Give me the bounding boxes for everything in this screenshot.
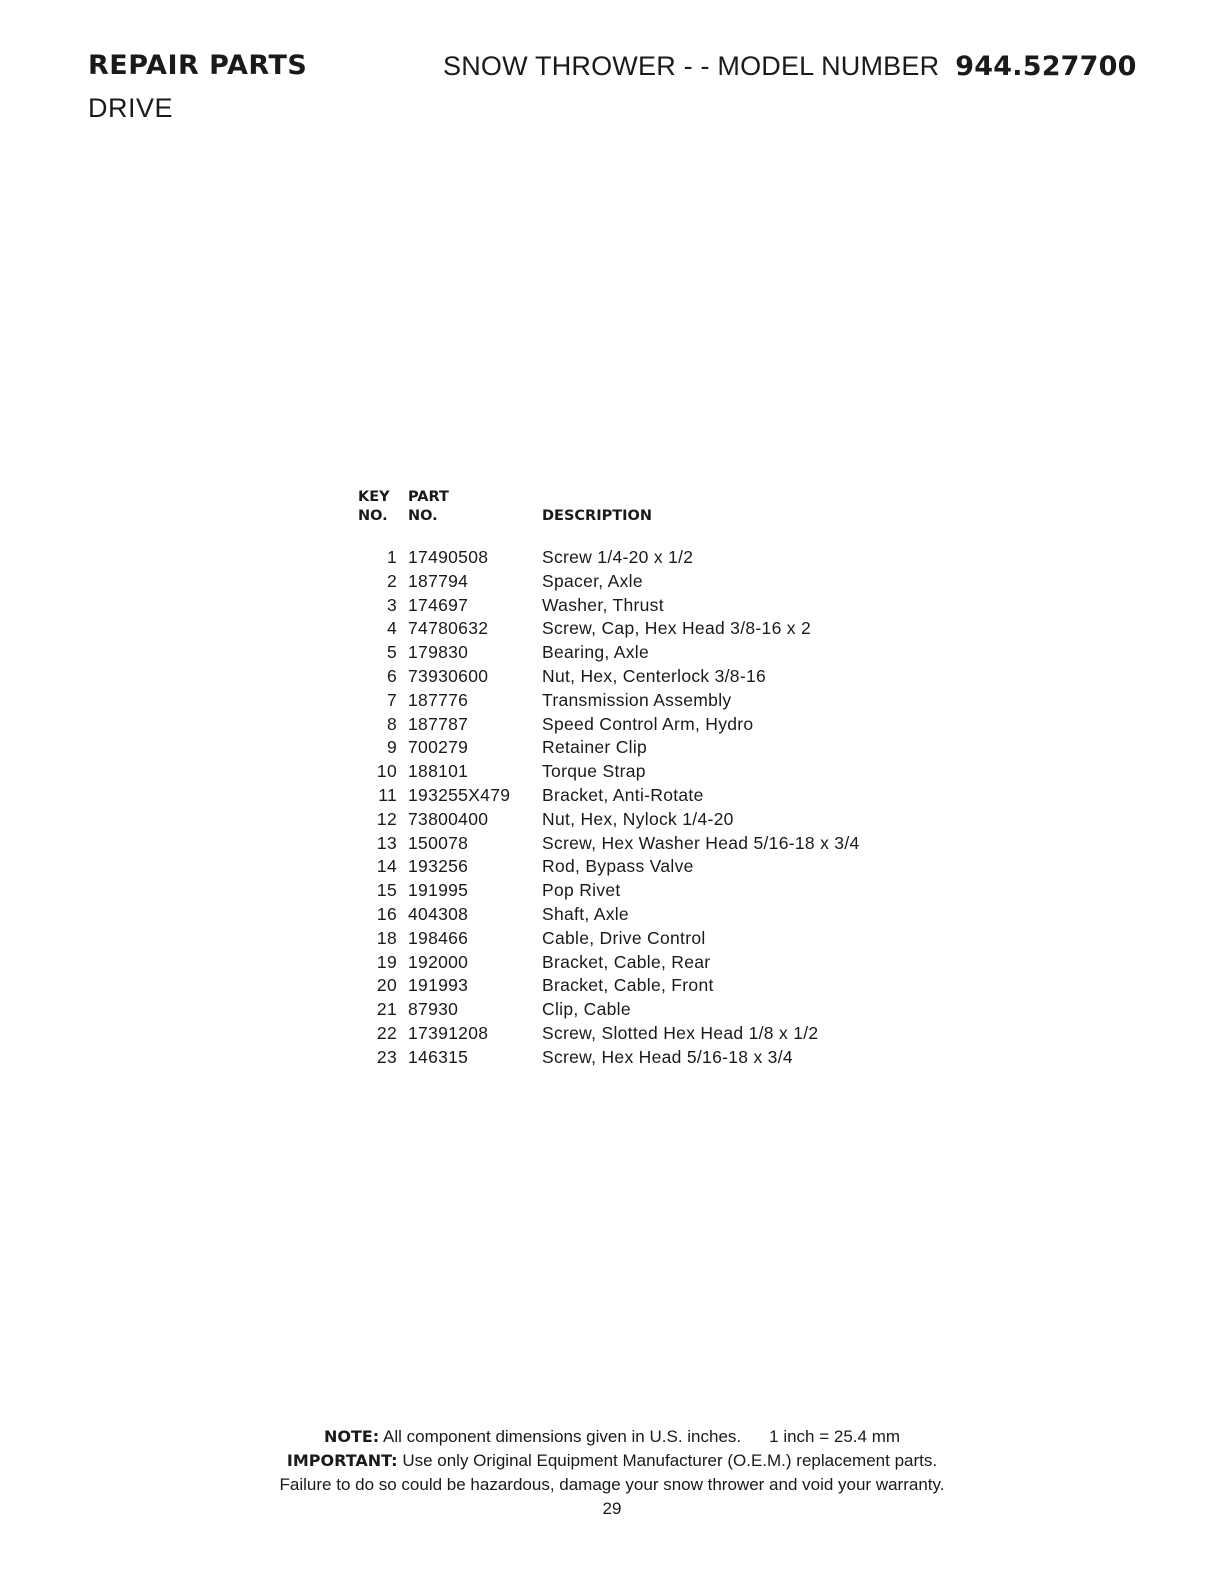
- description-cell: Screw, Cap, Hex Head 3/8-16 x 2: [542, 618, 812, 639]
- description-cell: Screw 1/4-20 x 1/2: [542, 547, 694, 567]
- description-cell: Cable, Drive Control: [542, 927, 706, 948]
- table-row: [358, 927, 860, 951]
- table-row: [358, 1046, 860, 1070]
- parts-table-header: [358, 488, 860, 546]
- table-row: [358, 855, 860, 879]
- parts-table-body: [358, 546, 860, 1070]
- part-no-cell: 192000: [408, 951, 469, 972]
- part-no-cell: 188101: [408, 761, 469, 782]
- part-no-cell: 17391208: [408, 1022, 489, 1043]
- conversion-text: 1 inch = 25.4 mm: [769, 1427, 901, 1446]
- description-cell: Washer, Thrust: [542, 594, 664, 615]
- part-no-cell: 193256: [408, 856, 469, 877]
- part-no-cell: 191993: [408, 975, 469, 996]
- part-no-cell: 191995: [408, 880, 469, 901]
- model-number: 944.527700: [955, 51, 1137, 82]
- table-row: [358, 1022, 860, 1046]
- part-no-cell: 174697: [408, 594, 469, 615]
- note-label: NOTE:: [323, 1427, 380, 1446]
- section-title: DRIVE: [88, 93, 174, 123]
- table-row: [358, 665, 860, 689]
- table-row: [358, 951, 860, 975]
- part-no-cell: 187787: [408, 713, 469, 734]
- table-row: [358, 641, 860, 665]
- table-row: [358, 546, 860, 570]
- part-no-cell: 73930600: [408, 665, 489, 686]
- footer: [0, 1425, 1224, 1521]
- key-no-cell: 8: [386, 713, 397, 734]
- table-row: [358, 974, 860, 998]
- header-right: [443, 50, 1137, 83]
- key-no-cell: 13: [376, 832, 397, 853]
- table-row: [358, 808, 860, 832]
- part-no-header: [408, 488, 542, 546]
- description-cell: Retainer Clip: [542, 737, 648, 758]
- description-cell: Transmission Assembly: [542, 689, 732, 710]
- description-cell: Speed Control Arm, Hydro: [542, 713, 754, 734]
- key-no-cell: 23: [376, 1046, 397, 1067]
- table-row: [358, 570, 860, 594]
- key-no-cell: 18: [376, 927, 397, 948]
- description-cell: Bearing, Axle: [542, 642, 650, 663]
- part-no-cell: 193255X479: [408, 784, 511, 805]
- key-header-line1: KEY: [358, 489, 390, 505]
- important-text: Use only Original Equipment Manufacturer (O.E.M.) replacement parts.: [402, 1451, 938, 1470]
- part-no-cell: 404308: [408, 903, 469, 924]
- part-no-cell: 700279: [408, 737, 469, 758]
- key-no-cell: 20: [376, 975, 397, 996]
- part-no-cell: 17490508: [408, 547, 489, 567]
- key-no-cell: 22: [376, 1022, 397, 1043]
- description-cell: Screw, Hex Washer Head 5/16-18 x 3/4: [542, 832, 860, 853]
- key-no-cell: 1: [386, 547, 397, 567]
- table-row: [358, 713, 860, 737]
- description-cell: Nut, Hex, Nylock 1/4-20: [542, 808, 734, 829]
- important-line: [0, 1449, 1224, 1473]
- warning-line: Failure to do so could be hazardous, damage your snow thrower and void your warranty.: [279, 1475, 945, 1494]
- description-cell: Pop Rivet: [542, 880, 621, 901]
- part-no-cell: 74780632: [408, 618, 489, 639]
- description-cell: Torque Strap: [542, 761, 646, 782]
- parts-table: [358, 488, 860, 1070]
- table-row: [358, 594, 860, 618]
- key-no-cell: 6: [386, 665, 397, 686]
- part-no-cell: 187794: [408, 570, 469, 591]
- table-row: [358, 998, 860, 1022]
- key-no-cell: 7: [386, 689, 397, 710]
- table-row: [358, 689, 860, 713]
- key-no-cell: 14: [376, 856, 397, 877]
- part-no-cell: 187776: [408, 689, 469, 710]
- key-no-cell: 4: [386, 618, 397, 639]
- page-number: 29: [602, 1499, 622, 1518]
- key-no-cell: 9: [386, 737, 397, 758]
- description-cell: Shaft, Axle: [542, 903, 629, 924]
- key-no-cell: 3: [386, 594, 397, 615]
- part-no-cell: 179830: [408, 642, 469, 663]
- product-title: SNOW THROWER - - MODEL NUMBER: [443, 51, 940, 81]
- key-no-cell: 21: [376, 999, 397, 1020]
- key-no-cell: 15: [376, 880, 397, 901]
- table-row: [358, 736, 860, 760]
- important-label: IMPORTANT:: [286, 1451, 398, 1470]
- note-line: [0, 1425, 1224, 1449]
- key-header-line2: NO.: [358, 508, 388, 524]
- part-no-cell: 150078: [408, 832, 469, 853]
- description-cell: Bracket, Anti-Rotate: [542, 784, 704, 805]
- part-header-line2: NO.: [408, 508, 438, 524]
- key-no-cell: 16: [376, 903, 397, 924]
- description-cell: Spacer, Axle: [542, 570, 643, 591]
- description-cell: Rod, Bypass Valve: [542, 856, 694, 877]
- part-no-cell: 73800400: [408, 808, 489, 829]
- key-no-cell: 2: [386, 570, 397, 591]
- description-cell: Screw, Hex Head 5/16-18 x 3/4: [542, 1046, 793, 1067]
- part-header-line1: PART: [408, 489, 449, 505]
- description-cell: Clip, Cable: [542, 999, 631, 1020]
- description-cell: Nut, Hex, Centerlock 3/8-16: [542, 665, 767, 686]
- table-row: [358, 903, 860, 927]
- key-no-cell: 12: [376, 808, 397, 829]
- table-row: [358, 832, 860, 856]
- part-no-cell: 146315: [408, 1046, 469, 1067]
- key-no-cell: 19: [376, 951, 397, 972]
- key-no-header: [358, 488, 408, 546]
- description-header: DESCRIPTION: [542, 508, 652, 524]
- table-row: [358, 879, 860, 903]
- part-no-cell: 87930: [408, 999, 459, 1020]
- page-category: REPAIR PARTS: [88, 50, 308, 81]
- part-no-cell: 198466: [408, 927, 469, 948]
- table-row: [358, 617, 860, 641]
- key-no-cell: 10: [376, 761, 397, 782]
- key-no-cell: 5: [386, 642, 397, 663]
- header-left: [88, 50, 307, 124]
- note-text: All component dimensions given in U.S. inches.: [383, 1427, 742, 1446]
- description-cell: Bracket, Cable, Front: [542, 975, 714, 996]
- description-cell: Screw, Slotted Hex Head 1/8 x 1/2: [542, 1022, 819, 1043]
- table-row: [358, 760, 860, 784]
- key-no-cell: 11: [378, 784, 397, 805]
- table-row: [358, 784, 860, 808]
- description-cell: Bracket, Cable, Rear: [542, 951, 711, 972]
